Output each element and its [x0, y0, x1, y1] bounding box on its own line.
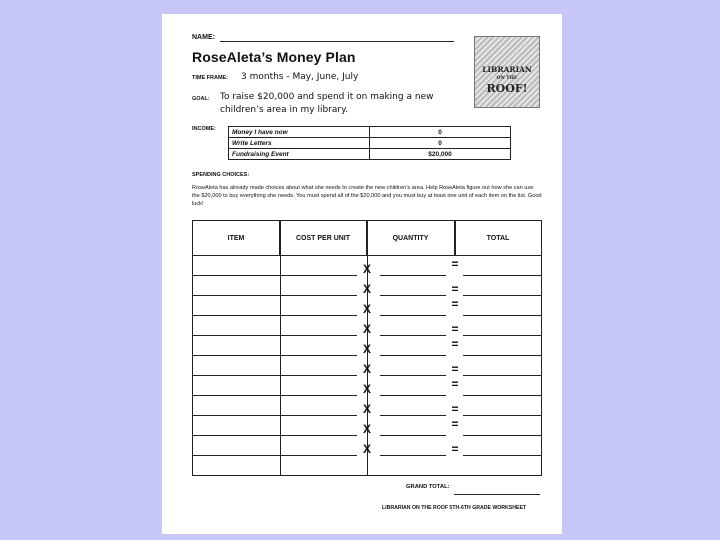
equals-sign: =: [451, 377, 459, 391]
quantity-line[interactable]: [380, 295, 446, 296]
column-header-total: TOTAL: [486, 234, 510, 242]
goal-label: GOAL:: [192, 96, 210, 102]
total-line[interactable]: [463, 335, 541, 336]
multiply-sign: X: [362, 422, 371, 436]
multiply-sign: X: [362, 362, 371, 376]
row-divider: [193, 295, 357, 296]
equals-sign: =: [451, 337, 459, 351]
quantity-line[interactable]: [380, 275, 446, 276]
logo-line-1: LIBRARIAN: [482, 65, 532, 74]
income-table: [228, 126, 511, 160]
equals-sign: =: [451, 322, 459, 336]
column-divider: [455, 221, 456, 255]
income-row-label: Money I have now: [229, 127, 370, 138]
multiply-sign: X: [362, 442, 371, 456]
goal-line-1: To raise $20,000 and spend it on making a new: [220, 92, 434, 102]
row-divider: [193, 315, 357, 316]
time-frame-label: TIME FRAME:: [192, 75, 229, 81]
equals-sign: =: [451, 362, 459, 376]
multiply-sign: X: [362, 302, 371, 316]
page-title: RoseAleta’s Money Plan: [192, 49, 356, 65]
quantity-line[interactable]: [380, 335, 446, 336]
row-divider: [193, 355, 357, 356]
total-line[interactable]: [463, 415, 541, 416]
total-line[interactable]: [463, 355, 541, 356]
total-line[interactable]: [463, 435, 541, 436]
time-frame-value: 3 months - May, June, July: [241, 72, 359, 82]
row-divider: [193, 455, 357, 456]
quantity-line[interactable]: [380, 415, 446, 416]
row-divider: [193, 275, 357, 276]
multiply-sign: X: [362, 282, 371, 296]
total-line[interactable]: [463, 295, 541, 296]
column-header-item: ITEM: [193, 221, 280, 255]
column-header-quantity: QUANTITY: [367, 221, 455, 255]
income-row-value: 0: [370, 138, 511, 149]
income-row-value: 0: [370, 127, 511, 138]
name-label: NAME:: [192, 34, 215, 41]
grand-total-label: GRAND TOTAL:: [406, 484, 450, 490]
row-divider: [193, 415, 357, 416]
quantity-line[interactable]: [380, 315, 446, 316]
column-header-cost-per-unit: COST PER UNIT: [280, 221, 367, 255]
goal-line-2: children’s area in my library.: [220, 105, 349, 115]
spending-choices-label: SPENDING CHOICES:: [192, 172, 250, 178]
row-divider: [193, 375, 357, 376]
total-line[interactable]: [463, 455, 541, 456]
income-row: [229, 149, 511, 160]
logo-line-2: ON THE: [496, 76, 518, 81]
worksheet-footer: LIBRARIAN ON THE ROOF 5TH-6TH GRADE WORKSHEET: [382, 505, 527, 511]
equals-sign: =: [451, 257, 459, 271]
income-label: INCOME:: [192, 126, 216, 132]
instructions: RoseAleta has already made choices about what she needs to create the new children’s area. Help RoseAleta figure out how she can use the $20,000 to buy everything she needs. You must spend all of the $20,000 and you must buy at least one unit of each item on the list. Good luck!: [192, 185, 542, 208]
equals-sign: =: [451, 297, 459, 311]
multiply-sign: X: [362, 342, 371, 356]
multiply-sign: X: [362, 382, 371, 396]
logo-line-3: ROOF!: [486, 82, 528, 95]
multiply-sign: X: [362, 402, 371, 416]
quantity-line[interactable]: [380, 375, 446, 376]
equals-sign: =: [451, 442, 459, 456]
income-row-label: Write Letters: [229, 138, 370, 149]
income-row-label: Fundraising Event: [229, 149, 370, 160]
equals-sign: =: [451, 402, 459, 416]
quantity-line[interactable]: [380, 455, 446, 456]
income-row: [229, 138, 511, 149]
row-divider: [193, 475, 357, 476]
row-divider: [193, 435, 357, 436]
quantity-line[interactable]: [380, 435, 446, 436]
equals-sign: =: [451, 282, 459, 296]
quantity-line[interactable]: [380, 355, 446, 356]
name-line[interactable]: [220, 41, 454, 42]
worksheet-page: [162, 14, 562, 534]
total-line[interactable]: [463, 275, 541, 276]
row-divider: [193, 335, 357, 336]
row-divider: [193, 395, 357, 396]
equals-sign: =: [451, 417, 459, 431]
total-line[interactable]: [463, 315, 541, 316]
income-row-value: $20,000: [370, 149, 511, 160]
income-row: [229, 127, 511, 138]
total-line[interactable]: [463, 395, 541, 396]
multiply-sign: X: [362, 262, 371, 276]
multiply-sign: X: [362, 322, 371, 336]
book-cover-logo: [474, 36, 540, 108]
spending-table: [192, 220, 542, 476]
quantity-line[interactable]: [380, 395, 446, 396]
total-line[interactable]: [463, 375, 541, 376]
column-divider: [280, 221, 281, 475]
grand-total-line[interactable]: [454, 494, 540, 495]
column-divider: [367, 221, 368, 255]
